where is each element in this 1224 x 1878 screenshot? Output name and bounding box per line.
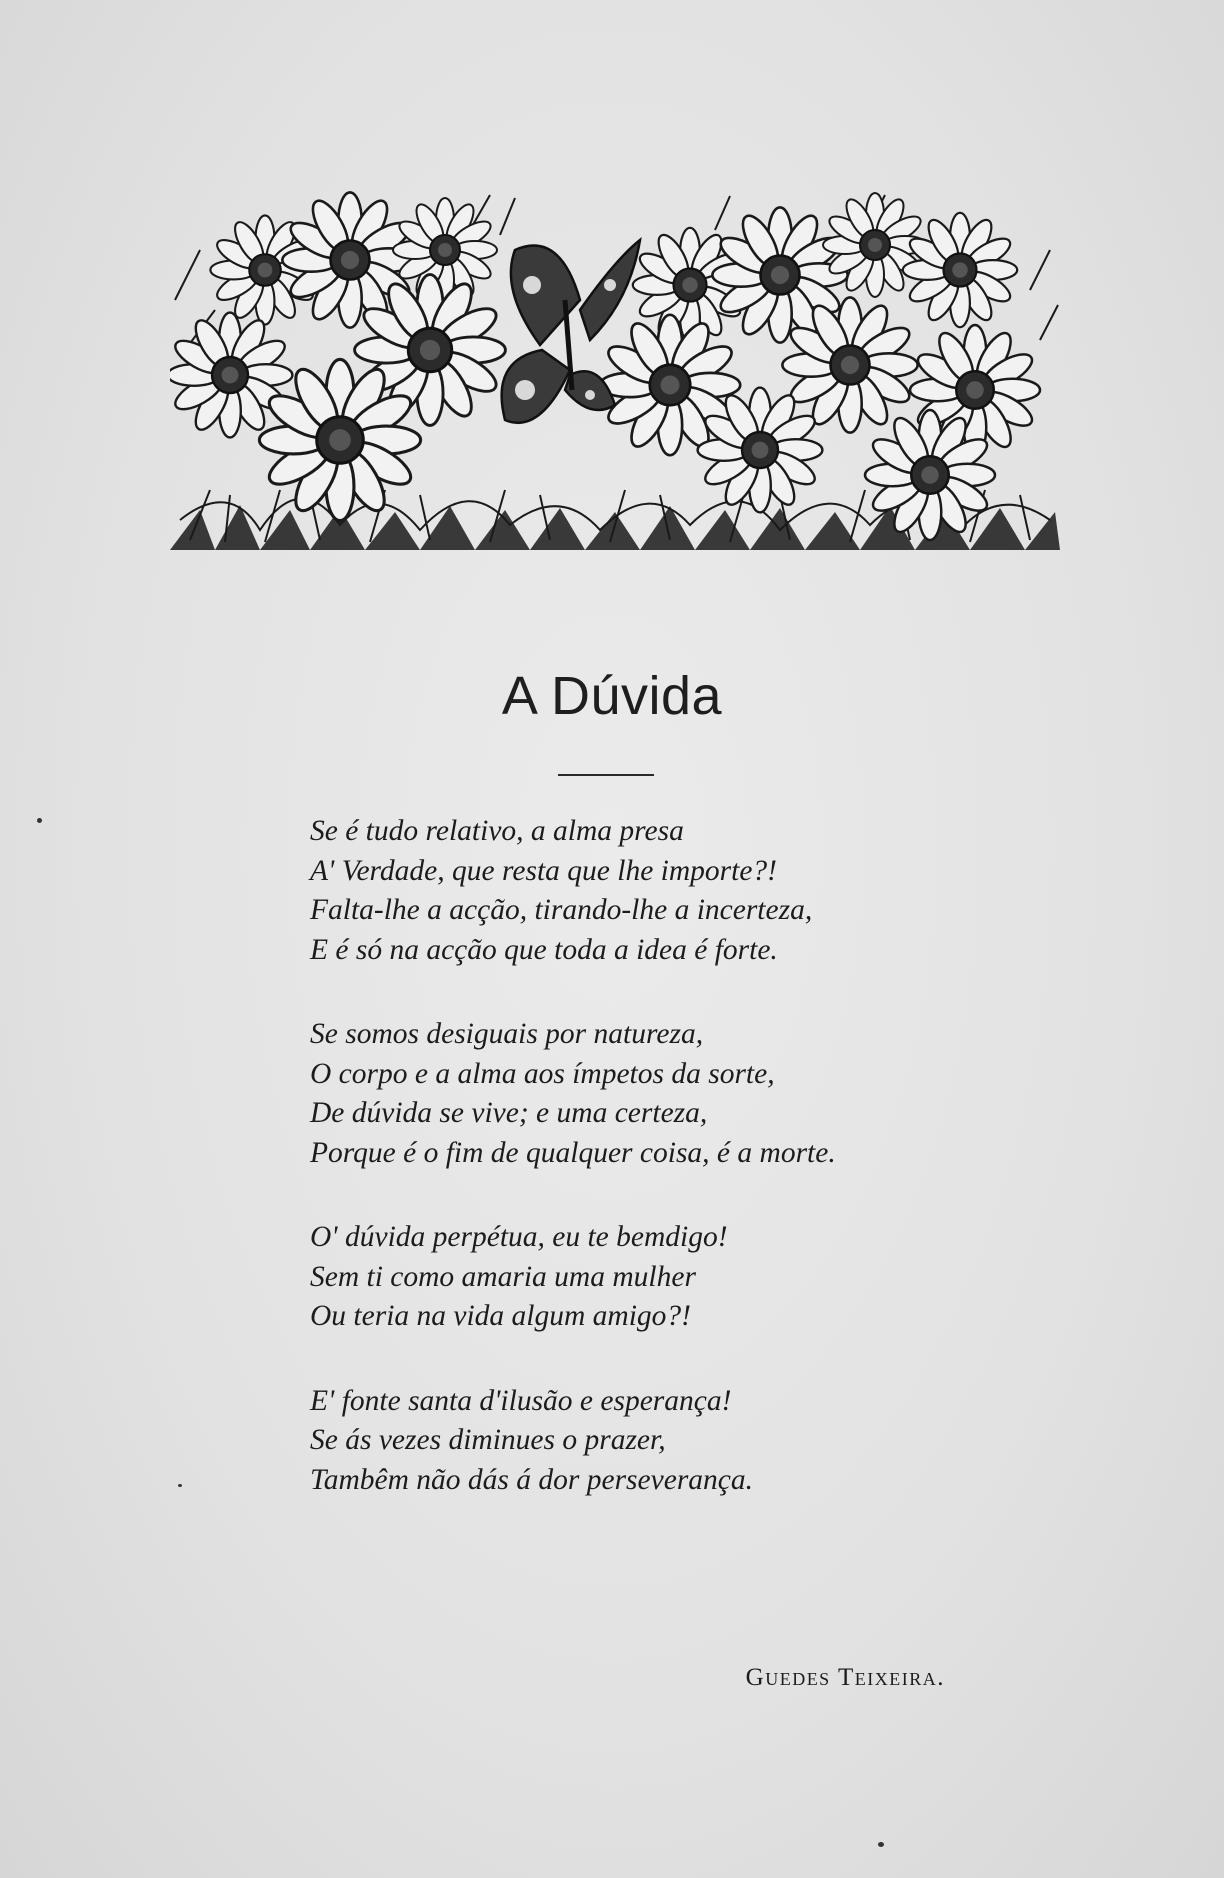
poem-line: Se ás vezes diminues o prazer,: [310, 1424, 666, 1456]
poem-title: A Dúvida: [501, 666, 723, 726]
poem-line: De dúvida se vive; e uma certeza,: [310, 1097, 708, 1129]
poem-author: Guedes Teixeira.: [745, 1664, 945, 1691]
ink-speck: [878, 1842, 884, 1847]
poem-line: Sem ti como amaria uma mulher: [310, 1260, 696, 1293]
poem-line: O' dúvida perpétua, eu te bemdigo!: [310, 1221, 728, 1253]
stanza-2: [310, 1015, 1010, 1173]
flowers-butterfly-ornament-icon: [170, 190, 1060, 550]
poem-line: Tambêm não dás á dor perseverança.: [310, 1463, 754, 1496]
poem-line: Ou teria na vida algum amigo?!: [310, 1300, 692, 1332]
poem-line: E' fonte santa d'ilusão e esperança!: [310, 1384, 732, 1417]
poem-line: A' Verdade, que resta que lhe importe?!: [310, 854, 778, 887]
stanza-1: [310, 812, 1010, 970]
poem-line: E é só na acção que toda a idea é forte.: [310, 933, 778, 966]
poem-line: Se somos desiguais por natureza,: [310, 1018, 704, 1050]
stanza-4: [310, 1382, 1010, 1501]
poem-body: [310, 812, 1010, 1545]
poem-line: O corpo e a alma aos ímpetos da sorte,: [310, 1057, 775, 1090]
ink-speck: [37, 818, 42, 823]
title-divider: [558, 774, 654, 776]
poem-line: Falta-lhe a acção, tirando-lhe a incerteza,: [310, 894, 813, 926]
poem-line: Se é tudo relativo, a alma presa: [310, 815, 684, 847]
ink-speck: [178, 1484, 182, 1487]
stanza-3: [310, 1218, 1010, 1337]
poem-line: Porque é o fim de qualquer coisa, é a morte.: [310, 1136, 836, 1169]
